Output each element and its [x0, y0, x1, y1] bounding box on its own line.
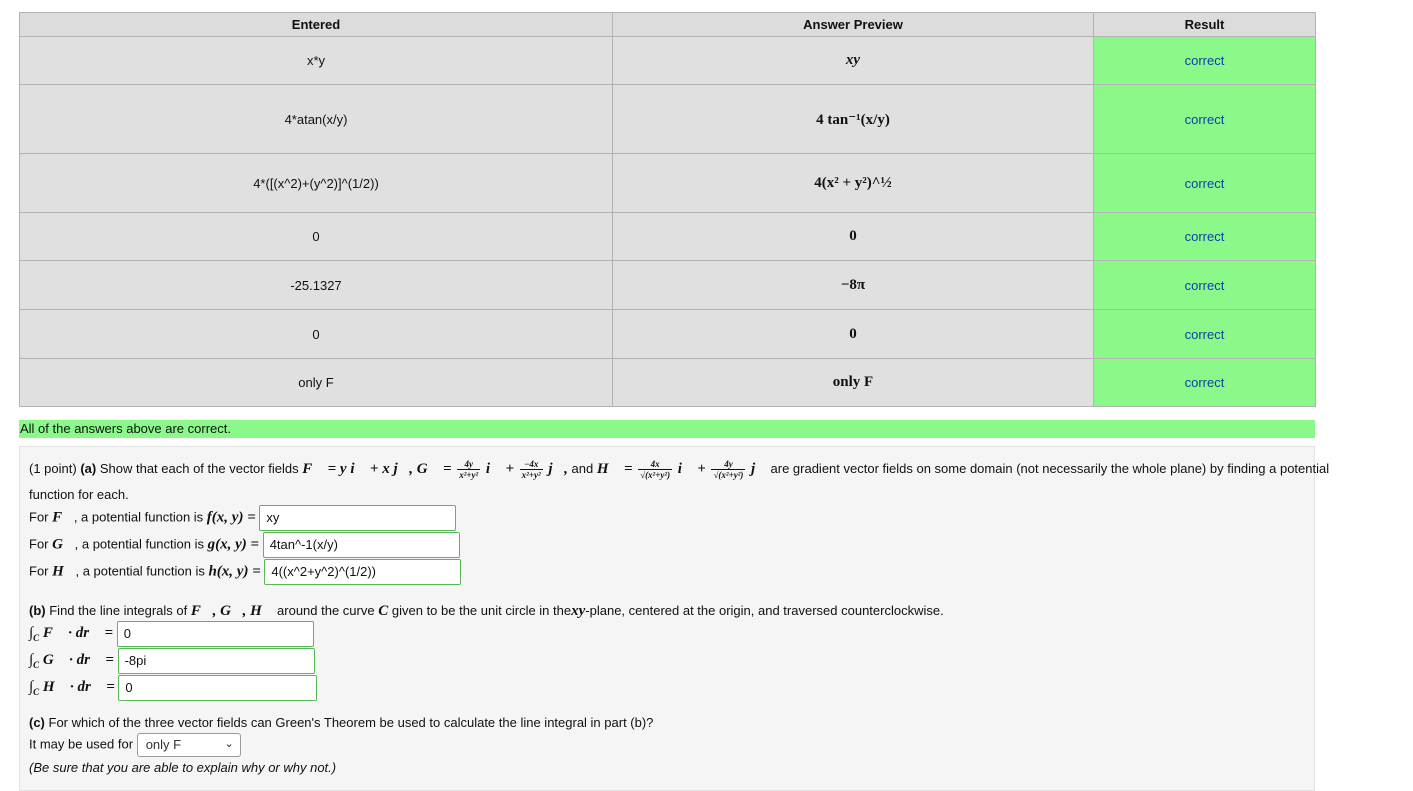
result-cell: correct [1094, 37, 1316, 85]
integral-f-row: $\int_C$ F⃗ · dr⃗ = 0 [29, 621, 314, 647]
table-row [20, 261, 1316, 310]
preview-cell: 4 tan⁻¹(x/y) [613, 85, 1094, 154]
table-header-row [20, 13, 1316, 37]
potential-f-row: For F⃗, a potential function is f(x, y) = xy [29, 505, 456, 531]
result-cell: correct [1094, 261, 1316, 310]
table-row [20, 359, 1316, 407]
table-row [20, 85, 1316, 154]
preview-cell: 0 [613, 310, 1094, 359]
part-b-prompt: (b) Find the line integrals of F⃗, G⃗, H⃗ around the curve C given to be the unit circle in thexy-plane, centered at the origin, and traversed counterclockwise. [29, 603, 944, 619]
integral-h-input[interactable]: 0 [118, 675, 317, 701]
entered-cell: -25.1327 [20, 261, 613, 310]
table-row [20, 310, 1316, 359]
chevron-down-icon: ⌄ [224, 738, 234, 750]
table-row [20, 37, 1316, 85]
entered-cell: 0 [20, 310, 613, 359]
result-cell: correct [1094, 359, 1316, 407]
potential-h-row: For H⃗, a potential function is h(x, y) = 4((x^2+y^2)^(1/2)) [29, 559, 461, 585]
summary-banner: All of the answers above are correct. [19, 420, 1315, 438]
green-theorem-select[interactable]: only F ⌄ [137, 733, 241, 757]
entered-cell: 4*atan(x/y) [20, 85, 613, 154]
column-header-entered: Entered [20, 13, 613, 37]
potential-f-input[interactable]: xy [259, 505, 456, 531]
column-header-answer-preview: Answer Preview [613, 13, 1094, 37]
part-c-prompt: (c) For which of the three vector fields can Green's Theorem be used to calculate the line integral in part (b)? [29, 715, 654, 730]
integral-h-row: $\int_C$ H⃗ · dr⃗ = 0 [29, 675, 317, 701]
preview-cell: only F [613, 359, 1094, 407]
result-cell: correct [1094, 154, 1316, 213]
problem-panel [19, 446, 1330, 791]
result-cell: correct [1094, 213, 1316, 261]
preview-cell: xy [613, 37, 1094, 85]
result-cell: correct [1094, 310, 1316, 359]
table-row [20, 213, 1316, 261]
problem-intro-line: (1 point) (a) Show that each of the vector fields F⃗ = y i⃗ + x j⃗, G⃗ = $\frac{4y}{\text{x²+y²}}$ i⃗ + $\frac{-4x}{\text{x²+y²}}$ j⃗, and H⃗ = $\frac{4x}{\text{√(x²+y²)}}$ i⃗ + $\frac{4y}{\text{√(x²+y²)}}$ j⃗ are gradient vector fields on some domain (not necessarily the whole plane) by finding a potential [29, 459, 1330, 480]
green-theorem-row: It may be used for only F ⌄ [29, 733, 241, 757]
integral-g-input[interactable]: -8pi [118, 648, 315, 674]
table-row [20, 154, 1316, 213]
field-H-formula: H⃗ = [596, 460, 633, 477]
problem-intro-line-2: function for each. [29, 487, 129, 502]
explanation-note: (Be sure that you are able to explain why or why not.) [29, 760, 337, 775]
preview-cell: 4(x² + y²)^½ [613, 154, 1094, 213]
potential-g-row: For G⃗, a potential function is g(x, y) = 4tan^-1(x/y) [29, 532, 460, 558]
entered-cell: x*y [20, 37, 613, 85]
column-header-result: Result [1094, 13, 1316, 37]
integral-f-input[interactable]: 0 [117, 621, 314, 647]
results-table [19, 12, 1316, 407]
field-F-formula: F⃗ = y i⃗ + x j⃗, G⃗ = [302, 460, 452, 477]
result-cell: correct [1094, 85, 1316, 154]
entered-cell: 4*([(x^2)+(y^2)]^(1/2)) [20, 154, 613, 213]
potential-g-input[interactable]: 4tan^-1(x/y) [263, 532, 460, 558]
integral-g-row: $\int_C$ G⃗ · dr⃗ = -8pi [29, 648, 315, 674]
preview-cell: −8π [613, 261, 1094, 310]
entered-cell: only F [20, 359, 613, 407]
preview-cell: 0 [613, 213, 1094, 261]
potential-h-input[interactable]: 4((x^2+y^2)^(1/2)) [264, 559, 461, 585]
entered-cell: 0 [20, 213, 613, 261]
